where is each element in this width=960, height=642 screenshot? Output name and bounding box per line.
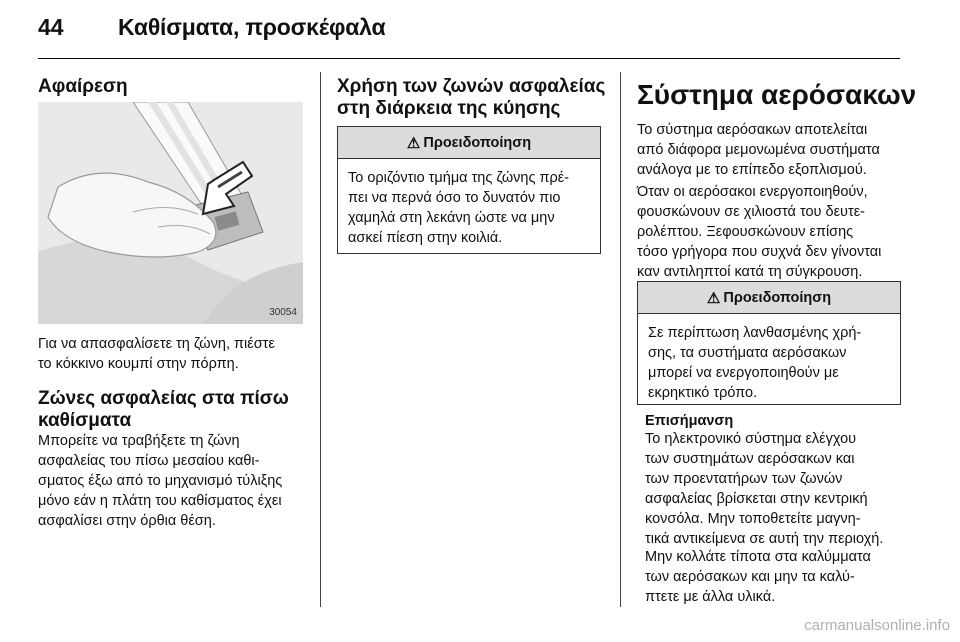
text-line: χαμηλά στη λεκάνη ώστε να μην (348, 210, 555, 226)
text-line: των προεντατήρων των ζωνών (645, 471, 843, 487)
heading-line: στη διάρκεια της κύησης (337, 98, 561, 119)
warning-title: Προειδοποίηση (723, 289, 832, 306)
section-heading-pregnancy (337, 76, 605, 120)
text-line: σης, τα συστήματα αερόσακων (648, 345, 847, 361)
text-line: Για να απασφαλίσετε τη ζώνη, πιέστε (38, 336, 275, 352)
text-line: Το οριζόντιο τμήμα της ζώνης πρέ- (348, 170, 570, 186)
heading-line: Χρήση των ζωνών ασφαλείας (337, 76, 606, 97)
heading-line: Ζώνες ασφαλείας στα πίσω (38, 388, 289, 409)
text-line: των συστημάτων αερόσακων και (645, 451, 855, 467)
note-paragraph (645, 429, 883, 549)
warning-body (638, 314, 900, 411)
text-line: ασκεί πίεση στην κοιλιά. (348, 230, 503, 246)
text-line: τικά αντικείμενα σε αυτή την περιοχή. (645, 531, 884, 547)
page-number: 44 (38, 14, 64, 40)
rear-belts-paragraph (38, 431, 282, 531)
section-heading-airbags: Σύστημα αερόσακων (637, 79, 917, 110)
text-line: των αερόσακων και μην τα καλύ- (645, 569, 855, 585)
text-line: Το ηλεκτρονικό σύστημα ελέγχου (645, 431, 857, 447)
buckle-release-drawing (38, 102, 303, 324)
section-heading-removal: Αφαίρεση (38, 76, 128, 97)
airbag-paragraph-3 (645, 547, 871, 607)
text-line: ασφαλείας βρίσκεται στην κεντρική (645, 491, 868, 507)
warning-title: Προειδοποίηση (423, 134, 532, 151)
text-line: ασφαλίσει στην όρθια θέση. (38, 513, 216, 529)
section-heading-rear-belts (38, 388, 289, 432)
text-line: ρολέπτου. Ξεφουσκώνουν επίσης (637, 224, 854, 240)
text-line: ανάλογα με το επίπεδο εξοπλισμού. (637, 162, 867, 178)
text-line: Μπορείτε να τραβήξετε τη ζώνη (38, 433, 240, 449)
seatbelt-buckle-illustration (38, 102, 303, 324)
text-line: σματος έξω από το μηχανισμό τύλιξης (38, 473, 283, 489)
note-title: Επισήμανση (645, 413, 734, 429)
airbag-paragraph-2 (637, 182, 881, 282)
warning-header (338, 127, 600, 159)
text-line: πει να περνά όσο το δυνατόν πιο (348, 190, 561, 206)
warning-box-pregnancy (337, 126, 601, 254)
text-line: Όταν οι αερόσακοι ενεργοποιηθούν, (637, 184, 868, 200)
text-line: το κόκκινο κουμπί στην πόρπη. (38, 356, 239, 372)
header-rule (38, 58, 900, 59)
warning-triangle-icon: ⚠ (706, 289, 721, 307)
figure-number: 30054 (269, 307, 297, 318)
text-line: κονσόλα. Μην τοποθετείτε μαγνη- (645, 511, 861, 527)
text-line: τόσο γρήγορα που συχνά δεν γίνονται (637, 244, 882, 260)
warning-triangle-icon: ⚠ (406, 134, 421, 152)
text-line: πτετε με άλλα υλικά. (645, 589, 776, 605)
text-line: μόνο εάν η πλάτη του καθίσματος έχει (38, 493, 282, 509)
text-line: μπορεί να ενεργοποιηθούν με (648, 365, 839, 381)
text-line: Το σύστημα αερόσακων αποτελείται (637, 122, 868, 138)
text-line: φουσκώνουν σε χιλιοστά του δευτε- (637, 204, 865, 220)
heading-line: καθίσματα (38, 410, 132, 431)
warning-box-airbags (637, 281, 901, 405)
column-divider (620, 72, 621, 607)
text-line: Μην κολλάτε τίποτα στα καλύμματα (645, 549, 871, 565)
page-title: Καθίσματα, προσκέφαλα (118, 14, 386, 40)
airbag-paragraph-1 (637, 120, 880, 180)
text-line: ασφαλείας του πίσω μεσαίου καθι- (38, 453, 260, 469)
text-line: εκρηκτικό τρόπο. (648, 385, 758, 401)
text-line: Σε περίπτωση λανθασμένης χρή- (648, 325, 862, 341)
text-line: από διάφορα μεμονωμένα συστήματα (637, 142, 880, 158)
removal-paragraph (38, 334, 275, 374)
column-divider (320, 72, 321, 607)
watermark: carmanualsonline.info (804, 617, 950, 634)
text-line: καν αντιληπτοί κατά τη σύγκρουση. (637, 264, 863, 280)
warning-body (338, 159, 600, 256)
warning-header (638, 282, 900, 314)
